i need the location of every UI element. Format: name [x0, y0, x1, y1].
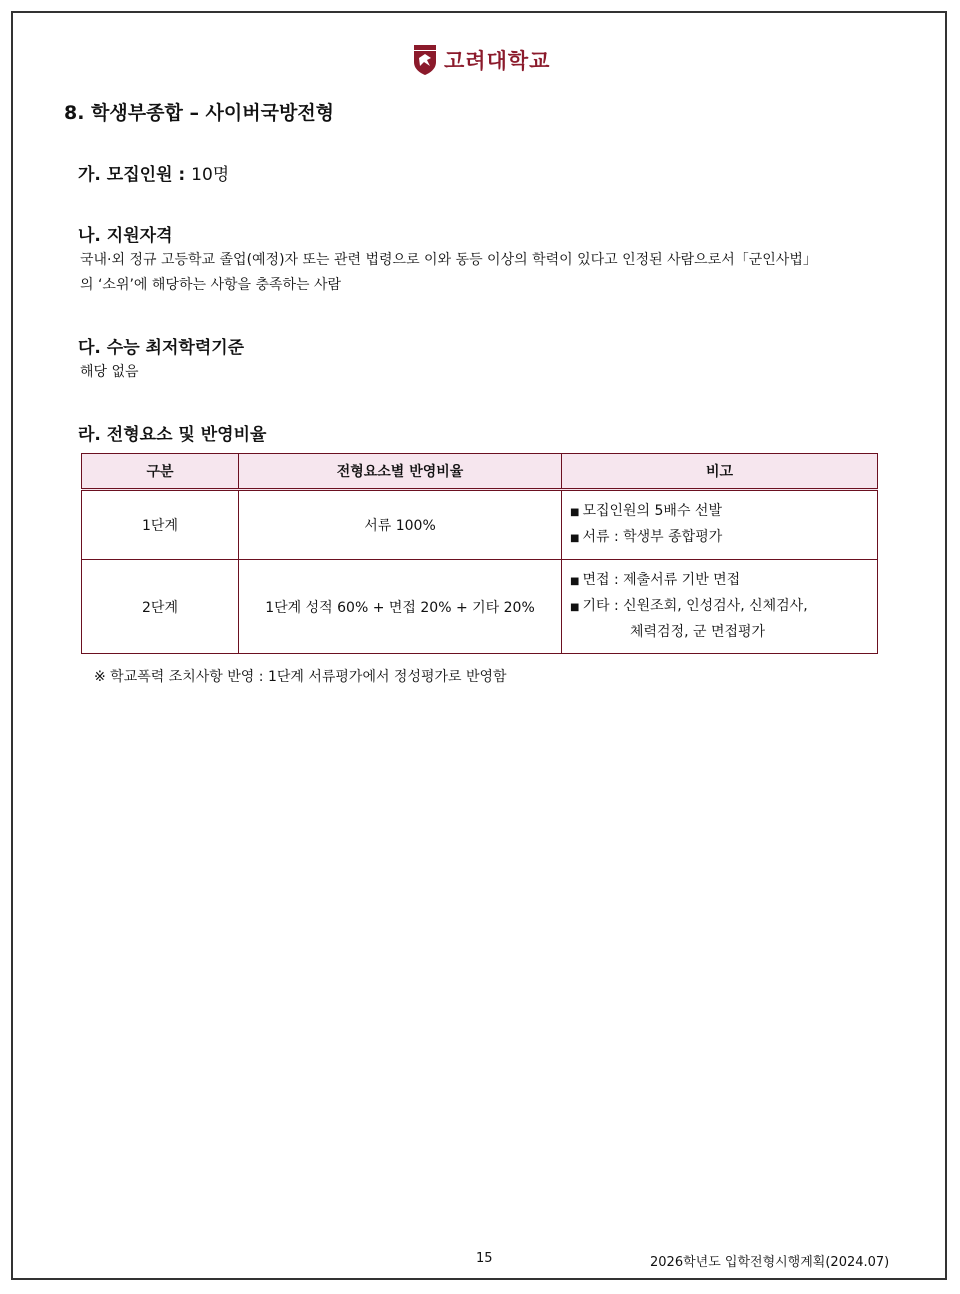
elements-heading: 라. 전형요소 및 반영비율 — [78, 425, 267, 445]
recruit-heading — [78, 160, 229, 185]
header-notes: 비고 — [562, 454, 878, 490]
eligibility-text — [80, 248, 900, 298]
eligibility-line-2: 의 ‘소위’에 해당하는 사항을 충족하는 사람 — [80, 277, 342, 293]
notes-cell — [562, 490, 878, 560]
csat-heading: 다. 수능 최저학력기준 — [78, 338, 245, 358]
eligibility-line-1: 국내·외 정규 고등학교 졸업(예정)자 또는 관련 법령으로 이와 동등 이상의 학력이 있다고 인정된 사람으로서「군인사법」 — [80, 252, 817, 268]
ratio-cell: 1단계 성적 60% + 면접 20% + 기타 20% — [239, 560, 562, 654]
header-stage: 구분 — [82, 454, 239, 490]
note-continuation: 체력검정, 군 면접평가 — [630, 624, 766, 640]
note-item: ■ 모집인원의 5배수 선발 — [570, 503, 722, 519]
footer-doc-title: 2026학년도 입학전형시행계획(2024.07) — [650, 1255, 890, 1270]
page-number: 15 — [476, 1251, 493, 1266]
footnote: ※ 학교폭력 조치사항 반영 : 1단계 서류평가에서 정성평가로 반영함 — [94, 669, 507, 685]
recruit-label: 가. 모집인원 : — [78, 165, 186, 185]
section-title: 8. 학생부종합 – 사이버국방전형 — [64, 102, 335, 124]
table-header-row — [82, 454, 878, 490]
note-item: ■ 서류 : 학생부 종합평가 — [570, 529, 723, 545]
bullet-square-icon: ■ — [570, 576, 580, 587]
stage-cell: 2단계 — [82, 560, 239, 654]
csat-text: 해당 없음 — [80, 364, 139, 380]
selection-elements-table — [81, 453, 878, 654]
eligibility-heading: 나. 지원자격 — [78, 226, 173, 246]
university-logo — [412, 44, 550, 76]
university-emblem-icon — [412, 44, 438, 76]
table-row — [82, 560, 878, 654]
logo-text: 고려대학교 — [444, 49, 551, 73]
stage-cell: 1단계 — [82, 490, 239, 560]
ratio-cell: 서류 100% — [239, 490, 562, 560]
notes-cell — [562, 560, 878, 654]
recruit-value: 10명 — [191, 165, 230, 185]
bullet-square-icon: ■ — [570, 507, 580, 518]
note-item: ■ 기타 : 신원조회, 인성검사, 신체검사, — [570, 598, 808, 614]
bullet-square-icon: ■ — [570, 602, 580, 613]
header-ratio: 전형요소별 반영비율 — [239, 454, 562, 490]
table-row — [82, 490, 878, 560]
note-item: ■ 면접 : 제출서류 기반 면접 — [570, 572, 741, 588]
bullet-square-icon: ■ — [570, 533, 580, 544]
